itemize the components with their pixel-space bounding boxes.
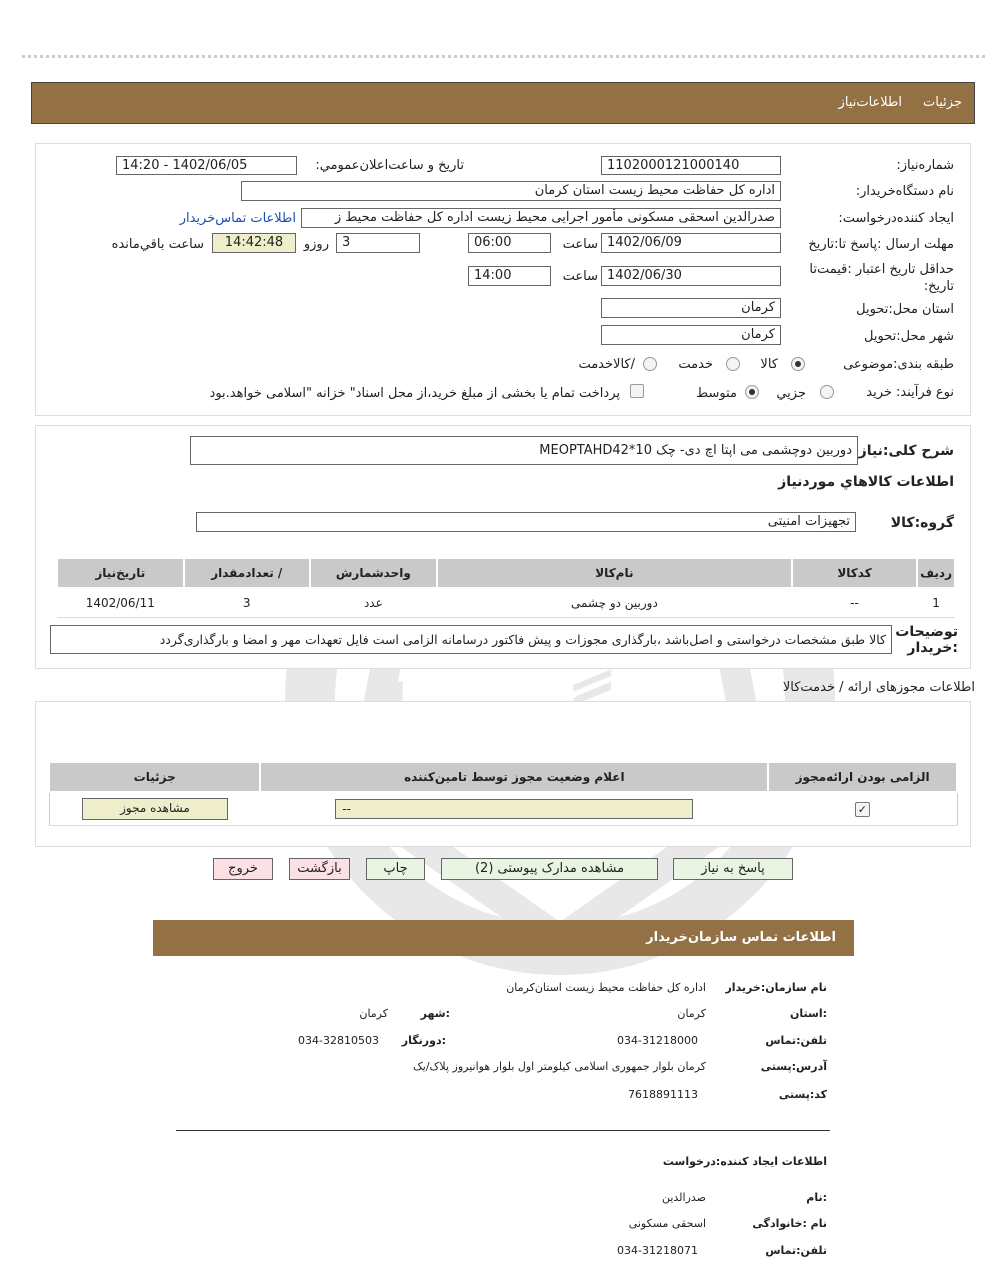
col-details: جزئیات <box>49 762 260 792</box>
col-status: اعلام وضعیت مجوز توسط تامین‌کننده <box>260 762 768 792</box>
print-button[interactable]: چاپ <box>366 858 425 880</box>
general-desc-label: شرح کلی:نیاز <box>858 443 954 459</box>
contact-province-label: :استان <box>790 1007 827 1020</box>
contact-postal-label: کد:پستی <box>778 1088 827 1101</box>
contact-org-label: نام سازمان:خريدار <box>725 981 827 994</box>
deadline-time-field: 06:00 <box>468 233 551 253</box>
validity-time-label: ساعت <box>562 269 598 284</box>
proc-medium-radio[interactable] <box>745 385 759 399</box>
table-row <box>49 792 957 826</box>
cat-goods-service-label: /کالاخدمت <box>578 357 635 372</box>
status-field[interactable]: -- <box>335 799 693 819</box>
cat-goods-label: کالا <box>760 357 778 372</box>
cell-details <box>49 792 260 826</box>
cell-name: دوربین دو چشمی <box>437 588 792 618</box>
buyer-org-label: نام دستگاه‌خريدار: <box>855 184 954 199</box>
need-number-field: 1102000121000140 <box>601 156 781 175</box>
page-header <box>31 82 975 124</box>
contact-address-label: آدرس:پستی <box>760 1060 827 1073</box>
view-permit-button[interactable]: مشاهده مجوز <box>82 798 228 820</box>
creator-name-label: :نام <box>806 1191 827 1204</box>
col-date: تاريخ‌نياز <box>57 558 184 588</box>
validity-label: حداقل تاريخ اعتبار :قيمت‌تا تاريخ: <box>809 262 954 294</box>
permits-table <box>48 761 958 826</box>
city-field: کرمان <box>601 325 781 345</box>
deadline-time-label: ساعت <box>562 237 598 252</box>
need-number-label: شماره‌نیاز: <box>896 158 954 173</box>
proc-medium-label: متوسط <box>696 386 737 401</box>
col-code: كدكالا <box>792 558 917 588</box>
cat-goods-service-radio[interactable] <box>643 357 657 371</box>
col-row: رديف <box>917 558 955 588</box>
creator-field: صدرالدین اسحقی مسکونی مأمور اجرایی محیط زیست اداره کل حفاظت محیط ز <box>301 208 781 228</box>
creator-family-value: اسحقی مسکونی <box>628 1217 706 1230</box>
contact-org-value: اداره کل حفاظت محیط زیست استان‌کرمان <box>506 981 706 994</box>
col-name: نام‌كالا <box>437 558 792 588</box>
contact-fax-value: 034-32810503 <box>298 1034 379 1047</box>
buyer-notes-field: کالا طبق مشخصات درخواستی و اصل‌باشد ،بارگذاری مجوزات و پیش فاکتور درسامانه الزامی است فایل تعهدات مهر و امضا و بارگذاری‌گردد <box>50 625 892 654</box>
treasury-label: پرداخت تمام يا بخشی از مبلغ خريد،از محل اسناد" خزانه "اسلامی خواهد.بود <box>209 386 620 401</box>
deadline-date-field: 1402/06/09 <box>601 233 781 253</box>
creator-name-value: صدرالدین <box>661 1191 706 1204</box>
col-qty: / تعدادمقدار <box>184 558 310 588</box>
validity-time-field: 14:00 <box>468 266 551 286</box>
cell-status <box>260 792 768 826</box>
category-label: طبقه بندی:موضوعی <box>843 357 954 372</box>
remaining-time-label: ساعت باقي‌مانده <box>111 237 204 252</box>
contact-title: اطلاعات تماس سازمان‌خريدار <box>646 930 836 945</box>
proc-minor-label: جزيي <box>776 386 806 401</box>
announce-field: 1402/06/05 - 14:20 <box>116 156 297 175</box>
contact-phone-value: 034-31218000 <box>617 1034 698 1047</box>
cell-row: 1 <box>917 588 955 618</box>
contact-city-value: کرمان <box>359 1007 388 1020</box>
contact-divider <box>176 1130 830 1131</box>
contact-city-label: :شهر <box>420 1007 450 1020</box>
proc-minor-radio[interactable] <box>820 385 834 399</box>
goods-group-label: گروه:کالا <box>890 515 954 531</box>
buyer-contact-link[interactable]: اطلاعات تماس‌خريدار <box>179 211 296 226</box>
creator-phone-label: تلفن:تماس <box>765 1244 827 1257</box>
cell-qty: 3 <box>184 588 310 618</box>
goods-table <box>56 557 956 618</box>
cell-code: -- <box>792 588 917 618</box>
cell-date: 1402/06/11 <box>57 588 184 618</box>
cell-required <box>768 792 957 826</box>
creator-family-label: نام :خانوادگی <box>752 1217 827 1230</box>
reply-button[interactable]: پاسخ به نیاز <box>673 858 793 880</box>
contact-address-value: کرمان بلوار جمهوری اسلامی کیلومتر اول بلوار هوانیروز پلاک/یک <box>412 1060 706 1073</box>
buyer-notes-label: توضيحات :خريدار <box>895 624 958 656</box>
table-row <box>57 588 955 618</box>
contact-phone-label: تلفن:تماس <box>765 1034 827 1047</box>
permits-title: اطلاعات مجوزهای ارائه / خدمت‌کالا <box>782 680 975 695</box>
goods-info-title: اطلاعات کالاهاي موردنياز <box>778 474 954 490</box>
creator-phone-value: 034-31218071 <box>617 1244 698 1257</box>
province-field: کرمان <box>601 298 781 318</box>
treasury-checkbox[interactable] <box>630 384 644 398</box>
cat-service-label: خدمت <box>678 357 713 372</box>
contact-header <box>153 920 854 956</box>
tab-details[interactable]: جزئیات <box>923 95 962 110</box>
remaining-time-field: 14:42:48 <box>212 233 296 253</box>
validity-date-field: 1402/06/30 <box>601 266 781 286</box>
goods-group-field: تجهیزات امنیتی <box>196 512 856 532</box>
col-required: الزامی بودن ارائه‌مجوز <box>768 762 957 792</box>
contact-postal-value: 7618891113 <box>628 1088 698 1101</box>
col-unit: واحدشمارش <box>310 558 437 588</box>
buyer-org-field: اداره کل حفاظت محیط زیست استان کرمان <box>241 181 781 201</box>
contact-fax-label: :دورنگار <box>401 1034 446 1047</box>
cat-goods-radio[interactable] <box>791 357 805 371</box>
province-label: استان محل:تحويل <box>856 302 954 317</box>
creator-label: ايجاد كننده‌درخواست: <box>838 211 954 226</box>
top-divider <box>22 55 985 58</box>
cat-service-radio[interactable] <box>726 357 740 371</box>
process-label: نوع فرآيند: خريد <box>866 385 954 400</box>
exit-button[interactable]: خروج <box>213 858 273 880</box>
days-field: 3 <box>336 233 420 253</box>
tab-need-info[interactable]: اطلاعات‌نیاز <box>838 95 902 110</box>
attachments-button[interactable]: مشاهده مدارک پیوستی (2) <box>441 858 658 880</box>
deadline-label: مهلت ارسال :پاسخ تا:تاريخ <box>808 237 954 252</box>
days-label: روزو <box>303 237 329 252</box>
back-button[interactable]: بازگشت <box>289 858 350 880</box>
required-checkbox[interactable]: ✓ <box>855 802 870 817</box>
cell-unit: عدد <box>310 588 437 618</box>
creator-info-title: اطلاعات ایجاد کننده:درخواست <box>662 1155 827 1168</box>
city-label: شهر محل:تحويل <box>864 329 954 344</box>
announce-label: تاریخ و ساعت‌اعلان‌عمومي: <box>315 158 464 173</box>
contact-province-value: کرمان <box>677 1007 706 1020</box>
general-desc-field: دوربین دوچشمی می اپتا اچ دی- چک MEOPTAHD42*10 <box>190 436 858 465</box>
